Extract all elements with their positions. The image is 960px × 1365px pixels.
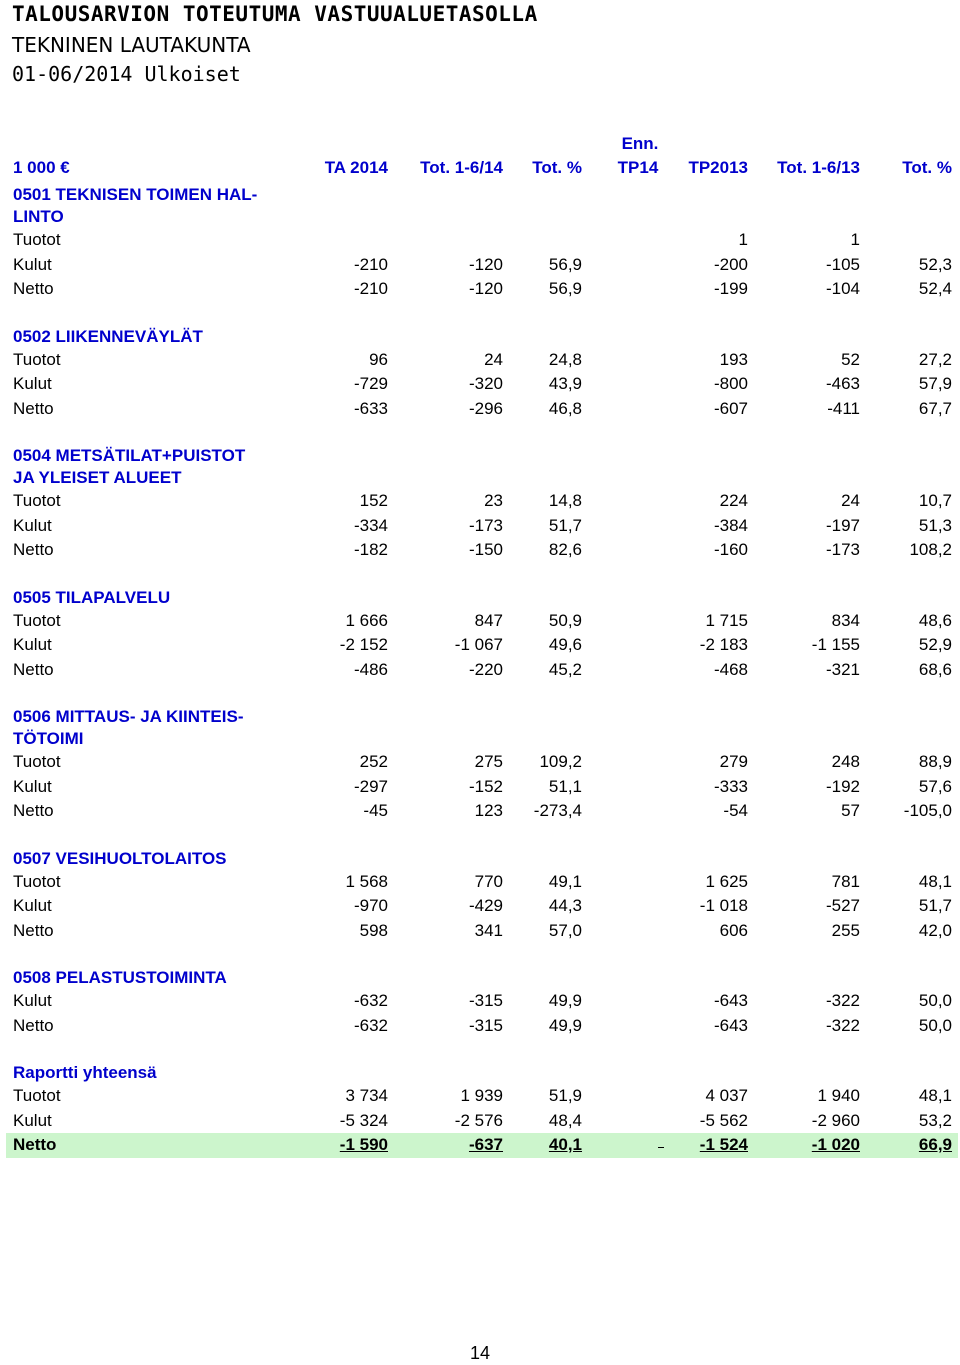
cell-pct: 49,6 [548, 635, 582, 654]
cell-tot: -173 [468, 515, 503, 535]
row-label: Netto [13, 540, 54, 559]
report-title: TALOUSARVION TOTEUTUMA VASTUUALUETASOLLA [12, 2, 538, 26]
cell-ta: -5 324 [339, 1110, 388, 1130]
row-label: Netto [13, 801, 54, 820]
cell-tot13: 1 940 [817, 1086, 860, 1105]
row-label: Kulut [13, 896, 52, 915]
cell-pct13: 50,0 [918, 1015, 952, 1035]
cell-tot: -429 [468, 896, 503, 915]
cell-ta: -182 [353, 540, 388, 559]
cell-tp13: -54 [723, 801, 748, 820]
col-ta2014: TA 2014 [324, 158, 388, 177]
table-row [0, 658, 960, 683]
cell-tot13: 248 [831, 752, 860, 771]
page-number: 14 [469, 1343, 491, 1363]
cell-pct: 49,9 [548, 991, 582, 1010]
row-label: Kulut [13, 991, 52, 1010]
cell-pct13: 57,9 [918, 374, 952, 393]
cell-tot13: -411 [827, 398, 860, 418]
row-label: Netto [13, 659, 54, 679]
cell-pct13: 108,2 [909, 540, 952, 559]
cell-tp13: -468 [713, 659, 748, 679]
underline-mark [658, 1147, 664, 1148]
cell-pct13: -105,0 [903, 801, 952, 820]
cell-ta: -1 590 [339, 1135, 388, 1154]
section-gap [0, 943, 960, 967]
table-row [0, 228, 960, 253]
table-row [0, 253, 960, 278]
table-row [0, 1014, 960, 1039]
table-row [0, 277, 960, 302]
cell-ta: -970 [353, 896, 388, 915]
cell-tp13: -1 018 [699, 896, 748, 915]
cell-ta: 96 [369, 349, 388, 369]
cell-tot13: 781 [831, 871, 860, 891]
cell-tot: 341 [474, 920, 503, 940]
cell-tot: 770 [474, 871, 503, 891]
cell-pct: 46,8 [548, 398, 582, 418]
cell-tot: -220 [468, 659, 503, 679]
cell-tot13: 24 [841, 491, 860, 510]
cell-pct13: 10,7 [918, 491, 952, 510]
row-label: Tuotot [13, 491, 61, 510]
cell-tot: 1 939 [460, 1086, 503, 1105]
cell-tot13: -527 [825, 896, 860, 915]
cell-ta: 1 666 [345, 610, 388, 630]
table-row [0, 372, 960, 397]
cell-tp13: -2 183 [699, 635, 748, 654]
cell-tot13: -322 [825, 991, 860, 1010]
table-row [0, 633, 960, 658]
cell-ta: 1 568 [345, 871, 388, 891]
section-gap [0, 302, 960, 326]
cell-tp13: -333 [713, 776, 748, 796]
section-gap [0, 1038, 960, 1062]
cell-tp13: -199 [713, 279, 748, 298]
table-row [0, 989, 960, 1014]
cell-tp13: 4 037 [705, 1086, 748, 1105]
cell-tot13: -197 [825, 515, 860, 535]
row-label: Tuotot [13, 752, 61, 771]
cell-pct13: 57,6 [918, 776, 952, 796]
cell-pct: 40,1 [548, 1135, 582, 1154]
row-label: Tuotot [13, 230, 61, 249]
cell-tot: -315 [468, 1015, 503, 1035]
cell-tp13: -5 562 [699, 1110, 748, 1130]
col-tot-1-6-13: Tot. 1-6/13 [777, 158, 860, 177]
cell-tot13: -2 960 [811, 1110, 860, 1130]
cell-tot: -120 [468, 254, 503, 274]
cell-tp13: 224 [719, 491, 748, 510]
table-row [0, 894, 960, 919]
section-heading: 0507 VESIHUOLTOLAITOS [13, 848, 227, 868]
cell-tot13: -105 [825, 254, 860, 274]
row-label: Netto [13, 1015, 54, 1035]
cell-tp13: 1 715 [705, 610, 748, 630]
section-heading: 0502 LIIKENNEVÄYLÄT [13, 326, 203, 346]
row-label: Netto [13, 920, 54, 940]
cell-ta: 152 [359, 491, 388, 510]
cell-pct13: 88,9 [918, 752, 952, 771]
cell-ta: -210 [353, 254, 388, 274]
row-label: Kulut [13, 635, 52, 654]
total-net-row [6, 1133, 958, 1158]
cell-pct13: 48,6 [918, 610, 952, 630]
cell-tot: -2 576 [454, 1110, 503, 1130]
table-row [0, 870, 960, 895]
cell-tot: -152 [468, 776, 503, 796]
cell-pct: 49,9 [548, 1015, 582, 1035]
cell-pct: 56,9 [548, 279, 582, 298]
cell-tot: 847 [474, 610, 503, 630]
cell-pct: 82,6 [548, 540, 582, 559]
cell-pct: 14,8 [548, 491, 582, 510]
cell-pct13: 51,7 [918, 896, 952, 915]
row-label: Kulut [13, 374, 52, 393]
cell-ta: -297 [353, 776, 388, 796]
row-label: Tuotot [13, 1086, 61, 1105]
cell-tot: -637 [468, 1135, 503, 1154]
section-gap [0, 824, 960, 848]
cell-pct: 48,4 [548, 1110, 582, 1130]
cell-tot13: -322 [825, 1015, 860, 1035]
cell-pct13: 53,2 [918, 1110, 952, 1130]
col-pct-13: Tot. % [902, 158, 952, 177]
cell-pct13: 51,3 [918, 515, 952, 535]
section-gap [0, 421, 960, 445]
section-heading: TÖTOIMI [13, 729, 84, 748]
cell-tp13: 1 [738, 230, 748, 249]
cell-pct13: 48,1 [918, 1086, 952, 1105]
cell-tot: -315 [468, 991, 503, 1010]
cell-tp13: -643 [713, 1015, 748, 1035]
cell-ta: -633 [353, 398, 388, 418]
cell-pct13: 50,0 [918, 991, 952, 1010]
cell-tot13: 1 [850, 230, 860, 249]
col-enn-line1: Enn. [621, 134, 659, 153]
cell-tp13: -200 [713, 254, 748, 274]
cell-pct13: 68,6 [918, 659, 952, 679]
row-label: Netto [13, 1135, 57, 1154]
cell-pct: 56,9 [548, 254, 582, 274]
row-label: Kulut [13, 515, 52, 535]
cell-tot13: -463 [825, 374, 860, 393]
cell-pct: 109,2 [539, 752, 582, 771]
report-table [0, 184, 960, 1158]
row-label: Tuotot [13, 871, 61, 891]
cell-tot: -320 [468, 374, 503, 393]
section-gap [0, 682, 960, 706]
cell-ta: -2 152 [339, 635, 388, 654]
cell-tot13: -1 020 [811, 1135, 860, 1154]
cell-tp13: -607 [713, 398, 748, 418]
section-heading: 0504 METSÄTILAT+PUISTOT [13, 446, 246, 465]
cell-pct13: 48,1 [918, 871, 952, 891]
report-period: 01-06/2014 Ulkoiset [12, 62, 241, 86]
cell-pct: 50,9 [548, 610, 582, 630]
section-gap [0, 563, 960, 587]
cell-tp13: 193 [719, 349, 748, 369]
cell-tp13: 606 [719, 920, 748, 940]
row-label: Netto [13, 398, 54, 418]
cell-tot: 275 [474, 752, 503, 771]
cell-tp13: -160 [713, 540, 748, 559]
cell-pct13: 52,3 [918, 254, 952, 274]
section-heading: LINTO [13, 207, 64, 226]
cell-pct: 51,9 [548, 1086, 582, 1105]
cell-tot13: -192 [825, 776, 860, 796]
cell-pct13: 67,7 [918, 398, 952, 418]
cell-tp13: -384 [713, 515, 748, 535]
cell-tp13: 1 625 [705, 871, 748, 891]
row-label: Tuotot [13, 349, 61, 369]
cell-pct: 51,7 [548, 515, 582, 535]
table-row [0, 750, 960, 775]
cell-tot13: 255 [831, 920, 860, 940]
col-tot-1-6-14: Tot. 1-6/14 [420, 158, 503, 177]
table-row [0, 397, 960, 422]
table-row [0, 514, 960, 539]
cell-pct: 51,1 [548, 776, 582, 796]
cell-tot13: 57 [841, 801, 860, 820]
row-label: Kulut [13, 254, 52, 274]
row-label: Kulut [13, 776, 52, 796]
table-row [0, 609, 960, 634]
cell-tot13: 834 [831, 610, 860, 630]
cell-ta: -45 [363, 801, 388, 820]
cell-tot: -1 067 [454, 635, 503, 654]
row-label: Kulut [13, 1110, 52, 1130]
unit-header: 1 000 € [13, 158, 70, 177]
section-heading: 0508 PELASTUSTOIMINTA [13, 968, 227, 987]
column-header-row [0, 134, 960, 184]
table-row [0, 489, 960, 514]
cell-tot13: 52 [841, 349, 860, 369]
col-tp2013: TP2013 [688, 158, 748, 177]
cell-tot13: -321 [825, 659, 860, 679]
col-enn-line2: TP14 [617, 158, 659, 177]
cell-pct13: 27,2 [918, 349, 952, 369]
section-heading: 0505 TILAPALVELU [13, 587, 171, 607]
cell-pct: 44,3 [548, 896, 582, 915]
cell-tot: -150 [468, 540, 503, 559]
table-row [0, 775, 960, 800]
cell-tp13: 279 [719, 752, 748, 771]
cell-pct: -273,4 [533, 801, 582, 820]
col-pct-14: Tot. % [532, 158, 582, 177]
section-heading: 0506 MITTAUS- JA KIINTEIS- [13, 707, 244, 726]
cell-ta: -632 [353, 991, 388, 1010]
cell-ta: -729 [353, 374, 388, 393]
row-label: Netto [13, 279, 54, 298]
table-row [0, 348, 960, 373]
cell-tot: 23 [484, 491, 503, 510]
cell-pct13: 66,9 [918, 1135, 952, 1154]
cell-ta: -334 [353, 515, 388, 535]
section-heading: JA YLEISET ALUEET [13, 468, 182, 487]
cell-pct: 45,2 [548, 659, 582, 679]
cell-pct: 57,0 [548, 920, 582, 940]
section-heading: Raportti yhteensä [13, 1063, 157, 1082]
cell-ta: -486 [353, 659, 388, 679]
cell-tp13: -800 [713, 374, 748, 393]
cell-tot: -120 [468, 279, 503, 298]
table-row [0, 538, 960, 563]
cell-pct13: 42,0 [918, 920, 952, 940]
section-heading: 0501 TEKNISEN TOIMEN HAL- [13, 185, 258, 204]
cell-pct: 43,9 [548, 374, 582, 393]
cell-tot13: -104 [825, 279, 860, 298]
cell-tp13: -643 [713, 991, 748, 1010]
cell-ta: -632 [353, 1015, 388, 1035]
cell-pct: 24,8 [548, 349, 582, 369]
cell-tp13: -1 524 [699, 1135, 748, 1154]
cell-pct13: 52,9 [918, 635, 952, 654]
table-row [0, 919, 960, 944]
report-subtitle: TEKNINEN LAUTAKUNTA [12, 33, 251, 57]
cell-ta: 252 [359, 752, 388, 771]
cell-tot13: -1 155 [811, 635, 860, 654]
cell-ta: 598 [359, 920, 388, 940]
cell-tot: 24 [484, 349, 503, 369]
table-row [0, 799, 960, 824]
cell-tot13: -173 [825, 540, 860, 559]
cell-ta: -210 [353, 279, 388, 298]
cell-tot: 123 [474, 801, 503, 820]
cell-ta: 3 734 [345, 1086, 388, 1105]
cell-tot: -296 [468, 398, 503, 418]
table-row [0, 1109, 960, 1134]
cell-pct13: 52,4 [918, 279, 952, 298]
cell-pct: 49,1 [548, 871, 582, 891]
row-label: Tuotot [13, 610, 61, 630]
table-row [0, 1084, 960, 1109]
